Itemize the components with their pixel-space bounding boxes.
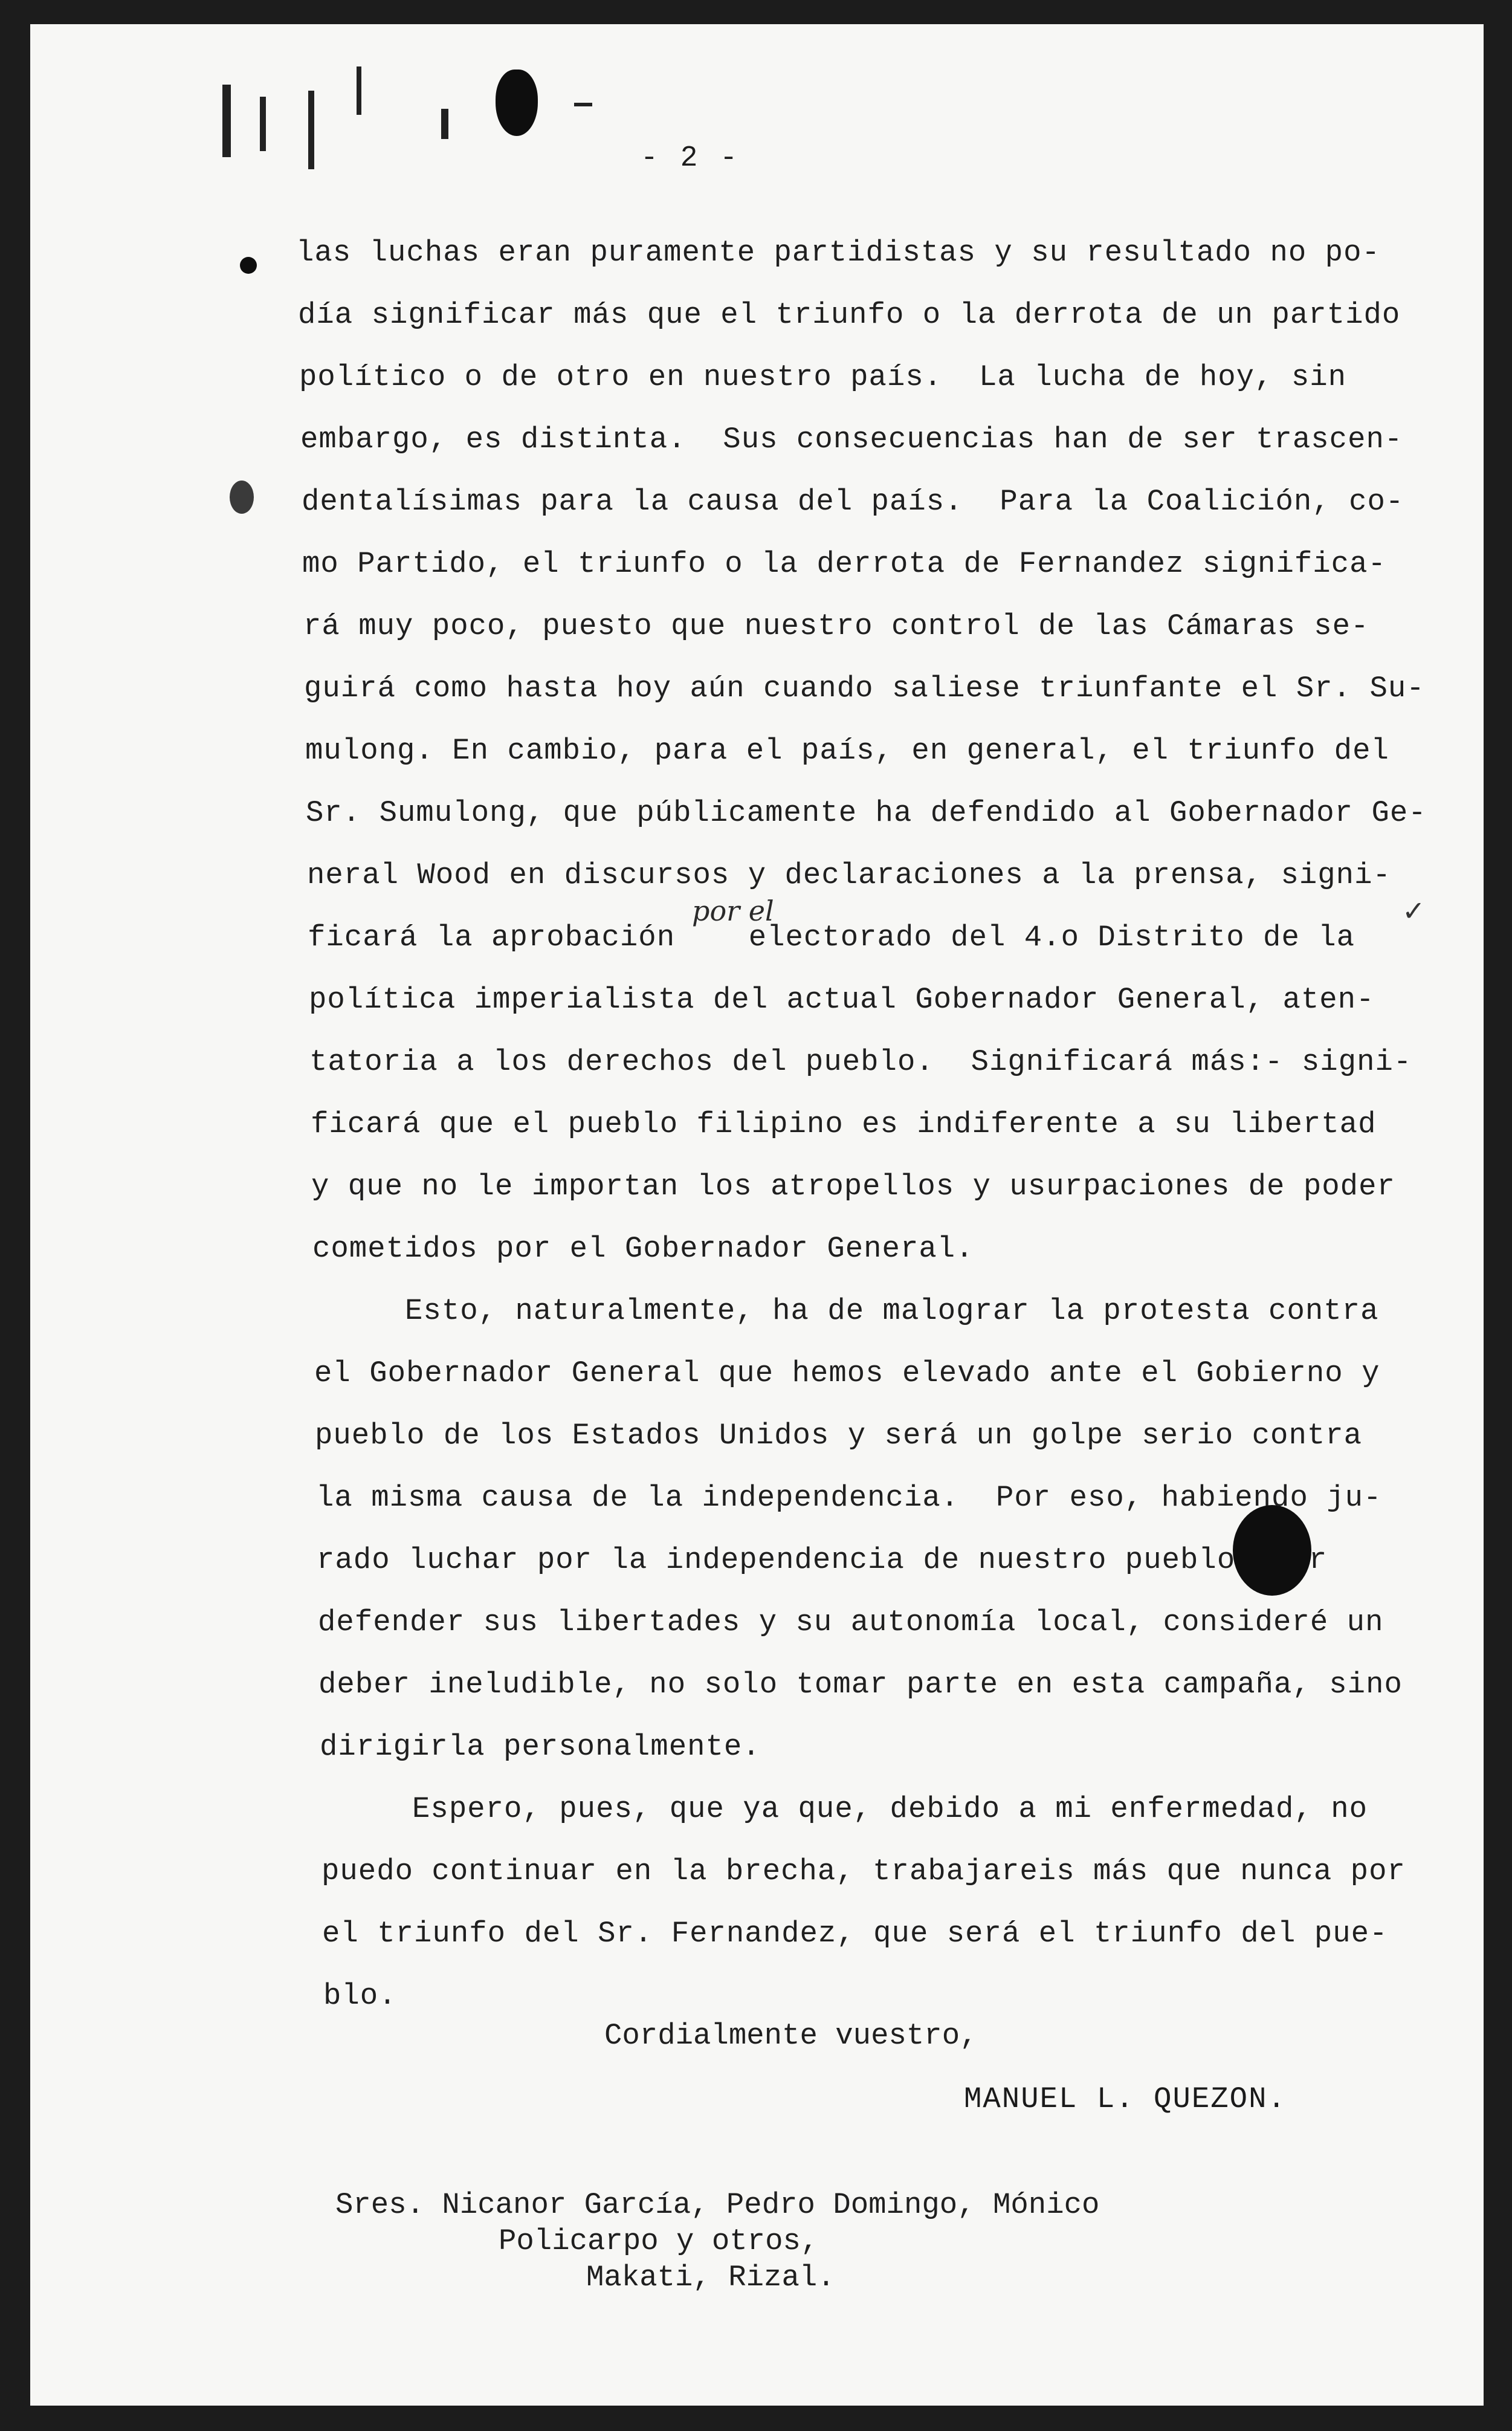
body-line: y que no le importan los atropellos y usurpaciones de poder [311, 1170, 1395, 1203]
body-line: el triunfo del Sr. Fernandez, que será el triunfo del pue- [322, 1917, 1388, 1950]
ink-smudge [441, 109, 448, 139]
margin-check: ✓ [1402, 895, 1426, 927]
body-line: pueblo de los Estados Unidos y será un golpe serio contra [315, 1419, 1363, 1452]
body-line: mulong. En cambio, para el país, en general, el triunfo del [305, 734, 1389, 768]
body-line: día significar más que el triunfo o la derrota de un partido [298, 298, 1401, 332]
body-line: deber ineludible, no solo tomar parte en esta campaña, sino [318, 1668, 1403, 1701]
addressee-line: Sres. Nicanor García, Pedro Domingo, Mónico [335, 2188, 1100, 2222]
body-line: rado luchar por la independencia de nuestro pueblo r [317, 1543, 1328, 1577]
ink-smudge [574, 103, 592, 106]
body-line: cometidos por el Gobernador General. [312, 1232, 974, 1266]
body-line: Sr. Sumulong, que públicamente ha defendido al Gobernador Ge- [306, 796, 1427, 830]
closing: Cordialmente vuestro, [604, 2019, 978, 2053]
body-line: ficará que el pueblo filipino es indiferente a su libertad [311, 1107, 1377, 1141]
body-line: defender sus libertades y su autonomía local, consideré un [318, 1605, 1384, 1639]
ink-blot [240, 257, 257, 274]
body-line: Esto, naturalmente, ha de malograr la protesta contra [313, 1294, 1379, 1328]
body-line: la misma causa de la independencia. Por eso, habiendo ju- [316, 1481, 1382, 1515]
body-line: embargo, es distinta. Sus consecuencias han de ser trascen- [300, 422, 1403, 456]
body-line: rá muy poco, puesto que nuestro control de las Cámaras se- [303, 609, 1369, 643]
signature: MANUEL L. QUEZON. [964, 2082, 1287, 2116]
ink-blot [496, 70, 538, 136]
body-line: neral Wood en discursos y declaraciones a la prensa, signi- [307, 858, 1391, 892]
body-line: el Gobernador General que hemos elevado ante el Gobierno y [314, 1356, 1380, 1390]
ink-smudge [260, 97, 266, 151]
handwritten-insertion: por el [692, 895, 774, 927]
body-line: tatoria a los derechos del pueblo. Significará más:- signi- [309, 1045, 1412, 1079]
body-line: dirigirla personalmente. [320, 1730, 761, 1764]
body-line: mo Partido, el triunfo o la derrota de Fernandez significa- [302, 547, 1386, 581]
page-number: - 2 - [641, 142, 740, 175]
ink-smudge [308, 91, 314, 169]
body-line: las luchas eran puramente partidistas y su resultado no po- [296, 236, 1380, 270]
body-line: político o de otro en nuestro país. La lucha de hoy, sin [299, 360, 1347, 394]
addressee-line: Policarpo y otros, [499, 2224, 819, 2258]
body-line: política imperialista del actual Gobernador General, aten- [309, 983, 1375, 1017]
document-page [30, 24, 1484, 2406]
ink-smudge [222, 85, 231, 157]
body-line: guirá como hasta hoy aún cuando saliese triunfante el Sr. Su- [304, 672, 1425, 705]
body-line: ficará la aprobación electorado del 4.o Distrito de la [308, 921, 1355, 954]
ink-smudge [357, 66, 361, 115]
ink-blot [230, 481, 254, 514]
body-line: blo. [323, 1979, 397, 2013]
body-line: puedo continuar en la brecha, trabajareis más que nunca por [321, 1854, 1406, 1888]
body-line: Espero, pues, que ya que, debido a mi enfermedad, no [320, 1792, 1368, 1826]
addressee-line: Makati, Rizal. [586, 2261, 835, 2294]
body-line: dentalísimas para la causa del país. Para la Coalición, co- [302, 485, 1404, 519]
